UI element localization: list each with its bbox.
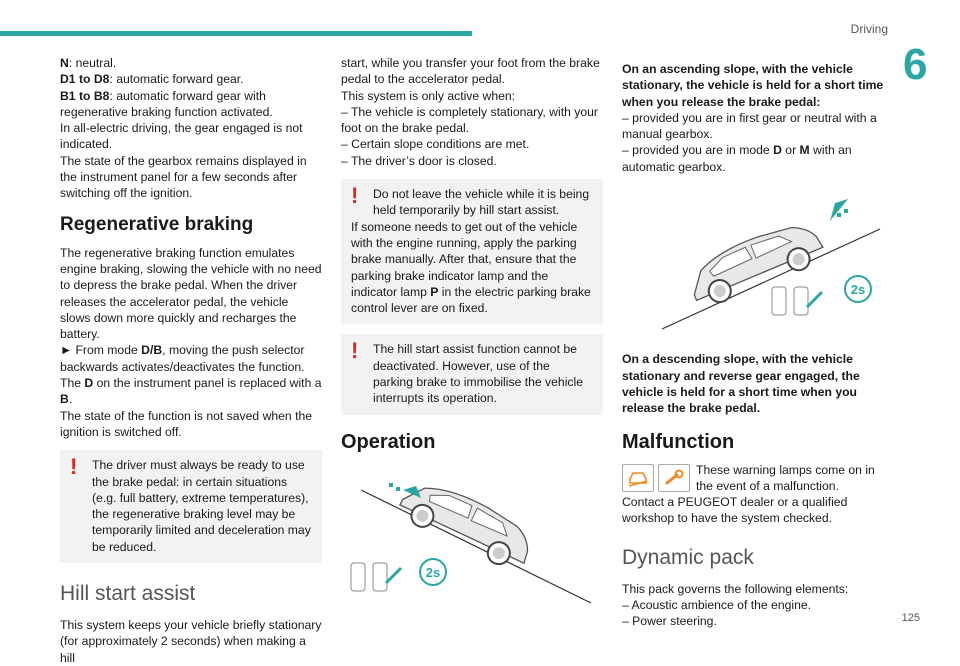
regen-heading: Regenerative braking — [60, 213, 254, 235]
hill-assist-lamp-icon — [622, 464, 654, 492]
regen-replace: The D on the instrument panel is replaced with a B. — [60, 376, 322, 407]
car-illustration — [395, 472, 539, 575]
direction-arrow-icon — [830, 199, 848, 221]
column-3 — [622, 61, 884, 630]
chapter-number: 6 — [903, 40, 928, 89]
descending-slope-illustration — [341, 468, 603, 618]
mode-n: N: neutral. — [60, 56, 117, 70]
wrench-lamp-icon — [658, 464, 690, 492]
warning-box-deactivate — [341, 334, 603, 414]
warning-text-rest: If someone needs to get out of the vehicle with the engine running, apply the parking brake manually. After that, ensure that the parking brake indicator lamp and the indicator lamp P in the electric parking brake control lever are on fixed. — [351, 219, 591, 316]
warning-lamps — [622, 464, 690, 492]
awd-text: In all-electric driving, the gear engaged is not indicated. — [60, 121, 303, 152]
warning-box-leave — [341, 179, 603, 324]
active-when: This system is only active when: — [341, 88, 516, 103]
column-2 — [341, 55, 603, 622]
svg-text:2s: 2s — [425, 564, 441, 580]
column-1 — [60, 55, 322, 666]
warning-text: The driver must always be ready to use the brake pedal: in certain situations (e.g. full battery, extreme temperatures), the regenerative braking level may be temporarily limited and deceleration may be reduced. — [92, 458, 311, 554]
malfunction-block — [622, 462, 884, 495]
ascending-title: On an ascending slope, with the vehicle stationary, the vehicle is held for a short time when you release the brake pedal: — [622, 62, 884, 109]
malfunction-text: These warning lamps come on in the event of a malfunction. — [696, 462, 875, 493]
ascending-item: – provided you are in first gear or neutral with a manual gearbox. — [622, 110, 877, 142]
regen-step: ► From mode D/B, moving the push selector backwards activates/deactivates the function. — [60, 343, 305, 374]
hill-paragraph: This system keeps your vehicle briefly stationary (for approximately 2 seconds) when making a hill — [60, 618, 322, 665]
dynamic-heading: Dynamic pack — [622, 545, 754, 569]
descending-title: On a descending slope, with the vehicle stationary and reverse gear engaged, the vehicle is held for a short time when you release the brake pedal. — [622, 352, 860, 416]
regen-not-saved: The state of the function is not saved when the ignition is switched off. — [60, 408, 313, 439]
timer-2s-icon — [845, 276, 871, 302]
timer-2s-icon — [420, 559, 446, 585]
condition-item: – The driver’s door is closed. — [341, 153, 497, 168]
malfunction-contact: Contact a PEUGEOT dealer or a qualified workshop to have the system checked. — [622, 495, 848, 526]
dynamic-item: – Power steering. — [622, 614, 717, 629]
mode-b: B1 to B8: automatic forward gear with regenerative braking function activated. — [60, 88, 273, 119]
hill-heading: Hill start assist — [60, 582, 196, 606]
ascending-slope-illustration — [622, 189, 884, 339]
dynamic-intro: This pack governs the following elements: — [622, 581, 849, 596]
warning-icon: ! — [351, 338, 359, 364]
ascending-item: – provided you are in mode D or M with an automatic gearbox. — [622, 143, 852, 174]
condition-item: – Certain slope conditions are met. — [341, 137, 530, 152]
page-number: 125 — [901, 612, 920, 624]
warning-icon: ! — [351, 183, 359, 209]
condition-item: – The vehicle is completely stationary, with your foot on the brake pedal. — [341, 104, 598, 136]
hill-paragraph-cont: start, while you transfer your foot from the brake pedal to the accelerator pedal. — [341, 56, 600, 87]
car-illustration — [683, 216, 828, 311]
operation-heading: Operation — [341, 430, 436, 453]
warning-box-regen — [60, 450, 322, 563]
svg-text:2s: 2s — [850, 282, 866, 298]
pedals-icon — [351, 563, 401, 591]
mode-d: D1 to D8: automatic forward gear. — [60, 72, 244, 87]
warning-text: Do not leave the vehicle while it is being held temporarily by hill start assist. — [373, 187, 590, 218]
section-title: Driving — [850, 22, 888, 36]
warning-text: The hill start assist function cannot be deactivated. However, use of the parking brake to immobilise the vehicle interrupts its operation. — [373, 342, 583, 406]
gearbox-state-text: The state of the gearbox remains displayed in the instrument panel for a few seconds after switching off the ignition. — [60, 153, 307, 201]
header-accent-bar — [0, 31, 472, 36]
malfunction-heading: Malfunction — [622, 430, 735, 453]
dynamic-item: – Acoustic ambience of the engine. — [622, 598, 812, 613]
step-arrow-icon: ► — [60, 343, 73, 358]
direction-arrow-icon — [389, 483, 421, 498]
regen-paragraph: The regenerative braking function emulates engine braking, slowing the vehicle with no need to depress the brake pedal. When the driver releases the accelerator pedal, the vehicle slows down more quickly and recharges the battery. — [60, 245, 322, 342]
pedals-icon — [772, 287, 822, 315]
warning-icon: ! — [70, 454, 78, 480]
